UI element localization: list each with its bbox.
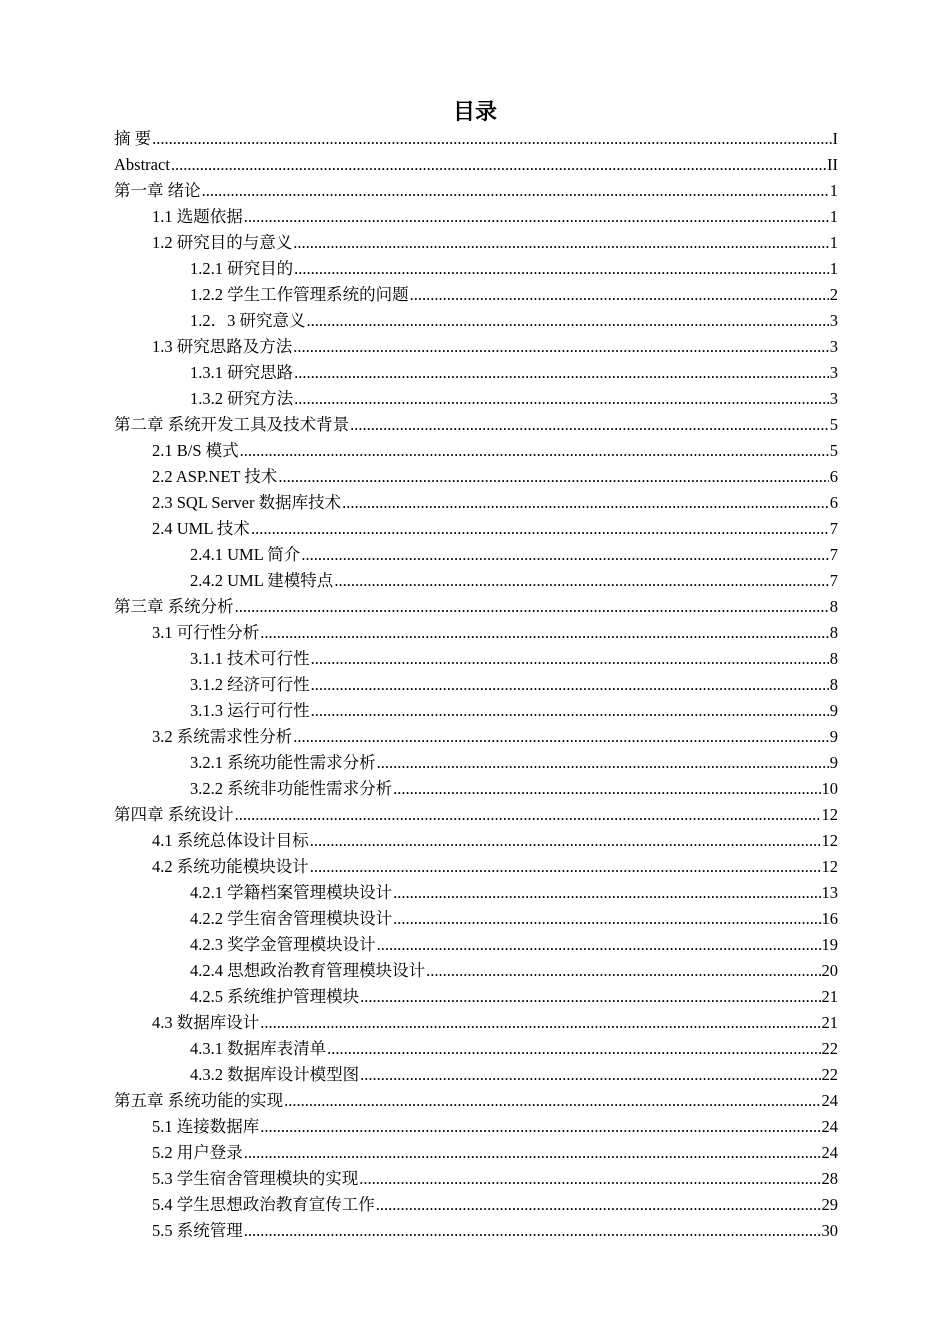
toc-entry-page-number: 3: [829, 337, 838, 356]
toc-entry-title: 5.2 用户登录: [152, 1143, 243, 1162]
toc-leader-dots: [376, 1192, 821, 1218]
toc-leader-dots: [334, 568, 828, 594]
toc-entry[interactable]: [114, 178, 838, 204]
toc-entry-title: 1.2.2 学生工作管理系统的问题: [190, 285, 409, 304]
toc-entry[interactable]: [114, 568, 838, 594]
toc-entry-page-number: 20: [821, 961, 838, 980]
toc-entry[interactable]: [114, 230, 838, 256]
toc-entry-title: 3.2 系统需求性分析: [152, 727, 293, 746]
toc-leader-dots: [377, 932, 821, 958]
toc-entry[interactable]: [114, 126, 838, 152]
toc-entry-page-number: 28: [821, 1169, 838, 1188]
toc-entry-page-number: 1: [829, 207, 838, 226]
toc-entry[interactable]: [114, 646, 838, 672]
toc-entry[interactable]: [114, 958, 838, 984]
toc-entry-page-number: 8: [829, 623, 838, 642]
toc-entry[interactable]: [114, 412, 838, 438]
toc-leader-dots: [293, 230, 829, 256]
toc-leader-dots: [244, 1218, 821, 1244]
toc-leader-dots: [301, 542, 828, 568]
toc-leader-dots: [278, 464, 828, 490]
toc-entry-page-number: 22: [821, 1065, 838, 1084]
toc-entry-page-number: 21: [821, 1013, 838, 1032]
toc-leader-dots: [293, 334, 829, 360]
toc-entry[interactable]: [114, 1088, 838, 1114]
toc-leader-dots: [235, 594, 829, 620]
toc-entry-page-number: 24: [821, 1117, 838, 1136]
toc-leader-dots: [171, 152, 826, 178]
toc-leader-dots: [327, 1036, 820, 1062]
toc-entry[interactable]: [114, 906, 838, 932]
toc-entry-page-number: 22: [821, 1039, 838, 1058]
toc-entry-title: 5.1 连接数据库: [152, 1117, 260, 1136]
toc-entry-title: 1.3.2 研究方法: [190, 389, 294, 408]
toc-leader-dots: [360, 984, 820, 1010]
toc-entry-page-number: 9: [829, 727, 838, 746]
toc-entry-title: 第三章 系统分析: [114, 597, 234, 616]
toc-entry-page-number: 1: [829, 259, 838, 278]
toc-entry[interactable]: [114, 620, 838, 646]
toc-entry-page-number: 1: [829, 181, 838, 200]
toc-leader-dots: [410, 282, 829, 308]
toc-entry[interactable]: [114, 750, 838, 776]
toc-entry-page-number: 9: [829, 753, 838, 772]
table-of-contents: [114, 126, 838, 1244]
toc-entry[interactable]: [114, 854, 838, 880]
toc-entry-title: 3.1 可行性分析: [152, 623, 260, 642]
toc-leader-dots: [350, 412, 829, 438]
toc-entry[interactable]: [114, 360, 838, 386]
toc-entry-page-number: 9: [829, 701, 838, 720]
toc-entry-page-number: 19: [821, 935, 838, 954]
toc-leader-dots: [310, 828, 821, 854]
toc-leader-dots: [310, 854, 821, 880]
toc-entry-page-number: 24: [821, 1091, 838, 1110]
toc-entry-page-number: 12: [821, 831, 838, 850]
toc-entry-page-number: 8: [829, 649, 838, 668]
toc-entry[interactable]: [114, 256, 838, 282]
toc-leader-dots: [426, 958, 820, 984]
toc-entry-page-number: 30: [821, 1221, 838, 1240]
toc-entry-title: 第四章 系统设计: [114, 805, 234, 824]
toc-entry[interactable]: [114, 672, 838, 698]
toc-entry[interactable]: [114, 1166, 838, 1192]
toc-entry-title: 5.5 系统管理: [152, 1221, 243, 1240]
toc-entry[interactable]: [114, 308, 838, 334]
toc-entry-title: 第二章 系统开发工具及技术背景: [114, 415, 350, 434]
toc-entry-page-number: 12: [821, 805, 838, 824]
toc-entry-title: 2.4.2 UML 建模特点: [190, 571, 334, 590]
toc-entry-page-number: 29: [821, 1195, 838, 1214]
toc-entry[interactable]: [114, 464, 838, 490]
toc-entry[interactable]: [114, 1062, 838, 1088]
toc-entry-page-number: 6: [829, 467, 838, 486]
toc-entry[interactable]: [114, 1036, 838, 1062]
toc-entry-title: 3.1.2 经济可行性: [190, 675, 310, 694]
toc-entry-page-number: 5: [829, 415, 838, 434]
toc-entry-title: 2.4 UML 技术: [152, 519, 250, 538]
toc-entry-title: 5.4 学生思想政治教育宣传工作: [152, 1195, 375, 1214]
toc-entry-page-number: 21: [821, 987, 838, 1006]
toc-entry[interactable]: [114, 984, 838, 1010]
toc-entry[interactable]: [114, 1218, 838, 1244]
toc-entry[interactable]: [114, 386, 838, 412]
toc-entry-title: 2.2 ASP.NET 技术: [152, 467, 278, 486]
toc-entry-page-number: 8: [829, 597, 838, 616]
toc-entry[interactable]: [114, 204, 838, 230]
toc-entry-title: 4.2.3 奖学金管理模块设计: [190, 935, 376, 954]
toc-entry-title: 4.2.1 学籍档案管理模块设计: [190, 883, 393, 902]
toc-entry-page-number: 8: [829, 675, 838, 694]
toc-entry[interactable]: [114, 516, 838, 542]
toc-leader-dots: [294, 386, 829, 412]
toc-entry-title: 摘 要: [114, 129, 152, 148]
toc-entry-page-number: 12: [821, 857, 838, 876]
toc-entry[interactable]: [114, 828, 838, 854]
toc-leader-dots: [342, 490, 829, 516]
toc-entry-title: 1.2 研究目的与意义: [152, 233, 293, 252]
toc-entry-page-number: 3: [829, 363, 838, 382]
toc-entry[interactable]: [114, 698, 838, 724]
toc-entry-page-number: II: [827, 155, 838, 174]
toc-entry-title: 1.3 研究思路及方法: [152, 337, 293, 356]
toc-entry[interactable]: [114, 724, 838, 750]
toc-entry[interactable]: [114, 490, 838, 516]
toc-leader-dots: [260, 620, 829, 646]
toc-entry-page-number: 3: [829, 389, 838, 408]
toc-leader-dots: [393, 906, 820, 932]
toc-entry-title: 2.1 B/S 模式: [152, 441, 239, 460]
toc-leader-dots: [393, 776, 820, 802]
toc-entry[interactable]: [114, 438, 838, 464]
toc-entry-page-number: 13: [821, 883, 838, 902]
toc-entry[interactable]: [114, 932, 838, 958]
toc-title: 目录: [452, 100, 497, 125]
toc-leader-dots: [393, 880, 820, 906]
toc-entry-page-number: 10: [821, 779, 838, 798]
toc-entry-page-number: 3: [829, 311, 838, 330]
toc-entry-title: 4.2.4 思想政治教育管理模块设计: [190, 961, 426, 980]
toc-entry-page-number: 2: [829, 285, 838, 304]
toc-leader-dots: [293, 724, 829, 750]
toc-entry-title: 4.3.2 数据库设计模型图: [190, 1065, 360, 1084]
toc-leader-dots: [235, 802, 821, 828]
toc-leader-dots: [260, 1010, 820, 1036]
toc-leader-dots: [359, 1166, 820, 1192]
toc-entry[interactable]: [114, 542, 838, 568]
toc-entry-title: 1.1 选题依据: [152, 207, 243, 226]
toc-entry-title: 4.1 系统总体设计目标: [152, 831, 309, 850]
toc-entry[interactable]: [114, 1114, 838, 1140]
toc-leader-dots: [202, 178, 829, 204]
toc-leader-dots: [152, 126, 831, 152]
toc-leader-dots: [311, 672, 829, 698]
toc-entry-title: 4.2.5 系统维护管理模块: [190, 987, 360, 1006]
toc-leader-dots: [377, 750, 829, 776]
toc-leader-dots: [251, 516, 829, 542]
toc-entry-title: 5.3 学生宿舍管理模块的实现: [152, 1169, 359, 1188]
toc-leader-dots: [244, 204, 829, 230]
toc-entry[interactable]: [114, 152, 838, 178]
toc-entry[interactable]: [114, 334, 838, 360]
toc-entry[interactable]: [114, 880, 838, 906]
toc-entry-title: 2.4.1 UML 简介: [190, 545, 301, 564]
toc-leader-dots: [311, 698, 829, 724]
toc-entry-title: 1.2．3 研究意义: [190, 311, 306, 330]
toc-leader-dots: [244, 1140, 821, 1166]
toc-entry-title: 3.2.1 系统功能性需求分析: [190, 753, 376, 772]
toc-entry-title: 第五章 系统功能的实现: [114, 1091, 284, 1110]
toc-entry[interactable]: [114, 776, 838, 802]
toc-entry-page-number: 16: [821, 909, 838, 928]
toc-leader-dots: [260, 1114, 820, 1140]
toc-entry[interactable]: [114, 802, 838, 828]
toc-entry[interactable]: [114, 1140, 838, 1166]
toc-entry[interactable]: [114, 1010, 838, 1036]
toc-entry-page-number: 24: [821, 1143, 838, 1162]
toc-leader-dots: [284, 1088, 820, 1114]
toc-entry-title: 3.2.2 系统非功能性需求分析: [190, 779, 393, 798]
toc-entry-page-number: I: [832, 129, 838, 148]
toc-entry-title: 4.3 数据库设计: [152, 1013, 260, 1032]
toc-entry-page-number: 7: [829, 571, 838, 590]
toc-entry-page-number: 6: [829, 493, 838, 512]
toc-entry-title: 1.2.1 研究目的: [190, 259, 294, 278]
toc-leader-dots: [240, 438, 829, 464]
toc-entry-title: 4.3.1 数据库表清单: [190, 1039, 327, 1058]
toc-entry[interactable]: [114, 1192, 838, 1218]
toc-leader-dots: [311, 646, 829, 672]
toc-leader-dots: [360, 1062, 820, 1088]
toc-entry-page-number: 7: [829, 545, 838, 564]
toc-entry-page-number: 7: [829, 519, 838, 538]
toc-leader-dots: [307, 308, 829, 334]
toc-entry-page-number: 1: [829, 233, 838, 252]
toc-entry[interactable]: [114, 282, 838, 308]
toc-entry-title: 4.2.2 学生宿舍管理模块设计: [190, 909, 393, 928]
toc-entry-title: 3.1.3 运行可行性: [190, 701, 310, 720]
toc-entry-title: 4.2 系统功能模块设计: [152, 857, 309, 876]
toc-entry-title: Abstract: [114, 155, 170, 174]
toc-leader-dots: [294, 256, 829, 282]
toc-entry-title: 第一章 绪论: [114, 181, 201, 200]
toc-entry[interactable]: [114, 594, 838, 620]
toc-entry-title: 2.3 SQL Server 数据库技术: [152, 493, 342, 512]
toc-entry-title: 1.3.1 研究思路: [190, 363, 294, 382]
toc-entry-title: 3.1.1 技术可行性: [190, 649, 310, 668]
toc-entry-page-number: 5: [829, 441, 838, 460]
toc-leader-dots: [294, 360, 829, 386]
